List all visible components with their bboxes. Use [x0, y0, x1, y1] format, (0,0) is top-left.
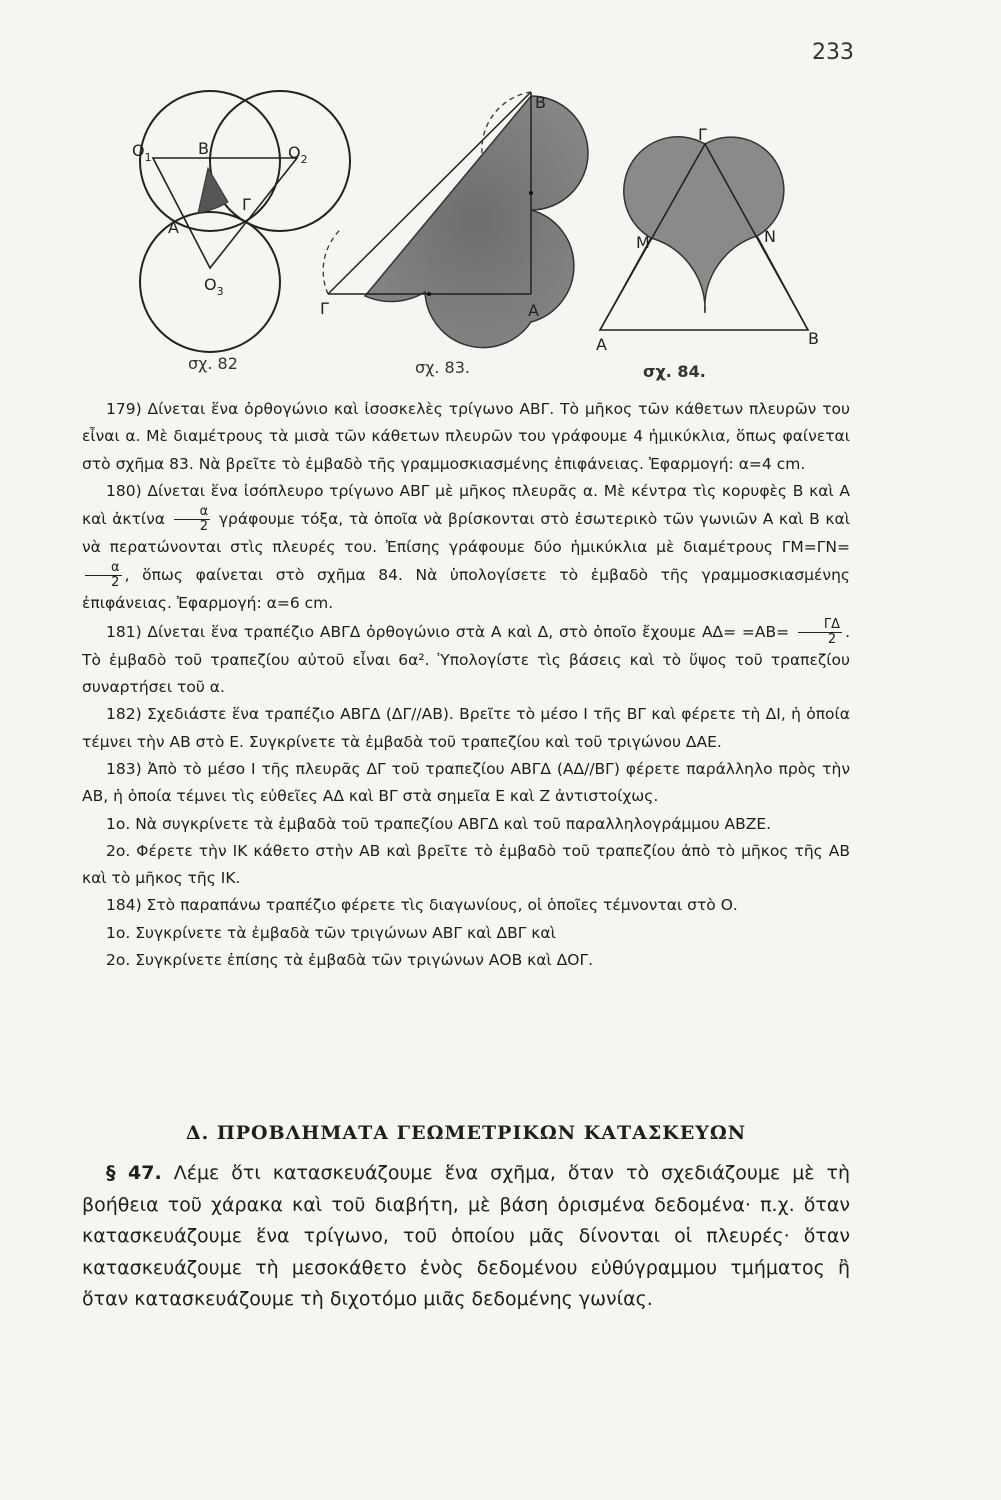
figure-84 [600, 137, 808, 330]
exercise-182: 182) Σχεδιάστε ἕνα τραπέζιο ΑΒΓΔ (ΔΓ//ΑΒ). Βρεῖτε τὸ μέσο Ι τῆς ΒΓ καὶ φέρετε τὴ ΔΙ, ἡ ὁποία τέμνει τὴν ΑΒ στὸ Ε. Συγκρίνετε τὰ ἐμβαδὰ τοῦ τραπεζίου καὶ τοῦ τριγώνου ΔΑΕ. [82, 705, 850, 751]
exercise-183-part-1: 1ο. Νὰ συγκρίνετε τὰ ἐμβαδὰ τοῦ τραπεζίου ΑΒΓΔ καὶ τοῦ παραλληλογράμμου ΑΒΖΕ. [106, 814, 772, 833]
exercise-180: 180) Δίνεται ἕνα ἰσόπλευρο τρίγωνο ΑΒΓ μὲ μῆκος πλευρᾶς α. Μὲ κέντρα τὶς κορυφὲς Β καὶ Α καὶ ἀκτίνα $\frac{\alpha}{2}$ γράφουμε τόξα, τὰ ὁποῖα νὰ βρίσκονται στὸ ἐσωτερικὸ τῶν γωνιῶν Α καὶ Β καὶ νὰ περατώνονται στὶς πλευρές του. Ἐπίσης γράφουμε δύο ἡμικύκλια μὲ διαμέτρους ΓΜ=ΓΝ= $\frac{\alpha}{2}$ , ὅπως φαίνεται στὸ σχῆμα 84. Νὰ ὑπολογίσετε τὸ ἐμβαδὸ τῆς γραμμοσκιασμένης ἐπιφάνειας. Ἐφαρμογή: α=6 cm. [82, 481, 850, 613]
section-body [82, 1158, 850, 1316]
label-b-83: B [535, 93, 546, 112]
fraction-gd-over-2: $\frac{\Gamma\Delta}{2}$ [798, 618, 842, 647]
caption-fig-82: σχ. 82 [188, 354, 238, 373]
figures-row [80, 78, 940, 398]
label-n-84: N [764, 227, 776, 246]
label-o2: $O_2$ [288, 143, 308, 166]
label-a-82: A [168, 218, 179, 237]
label-g-82: Γ [242, 195, 251, 214]
caption-fig-84: σχ. 84. [643, 362, 706, 381]
label-o3: $O_3$ [204, 275, 224, 298]
dashed-arc-left [323, 228, 342, 294]
figure-83 [323, 92, 588, 348]
paragraph-number: § 47. [106, 1162, 162, 1184]
label-a-83: A [528, 301, 539, 320]
shaded-heart-84 [624, 137, 784, 313]
fraction-alpha-over-2: $\frac{\alpha}{2}$ [174, 505, 211, 534]
section-paragraph: § 47. Λέμε ὅτι κατασκευάζουμε ἕνα σχῆμα, ὅταν τὸ σχεδιάζουμε μὲ τὴ βοήθεια τοῦ χάρακα καὶ τοῦ διαβήτη, μὲ βάση ὁρισμένα δεδομένα· π.χ. ὅταν κατασκευάζουμε ἕνα τρίγωνο, τοῦ ὁποίου μᾶς δίνονται οἱ πλευρές· ὅταν κατασκευάζουμε τὴ μεσοκάθετο ἑνὸς δεδομένου εὐθύγραμμου τμήματος ἢ ὅταν κατασκευάζουμε τὴ διχοτόμο μιᾶς δεδομένης γωνίας. [82, 1162, 851, 1310]
caption-fig-83: σχ. 83. [415, 358, 470, 377]
label-g-84: Γ [698, 125, 707, 144]
shaded-region-83 [365, 96, 588, 348]
page-number: 233 [812, 40, 854, 65]
exercise-179: 179) Δίνεται ἕνα ὀρθογώνιο καὶ ἰσοσκελὲς τρίγωνο ΑΒΓ. Τὸ μῆκος τῶν κάθετων πλευρῶν του εἶναι α. Μὲ διαμέτρους τὰ μισὰ τῶν κάθετων πλευρῶν του γράφουμε 4 ἡμικύκλια, ὅπως φαίνεται στὸ σχῆμα 83. Νὰ βρεῖτε τὸ ἐμβαδὸ τῆς γραμμοσκιασμένης ἐπιφάνειας. Ἐφαρμογή: α=4 cm. [82, 400, 850, 473]
exercise-184-part-2: 2ο. Συγκρίνετε ἐπίσης τὰ ἐμβαδὰ τῶν τριγώνων ΑΟΒ καὶ ΔΟΓ. [106, 951, 594, 970]
label-a-84: A [596, 335, 607, 354]
fraction-alpha-over-2-b: $\frac{\alpha}{2}$ [85, 561, 122, 590]
label-b-82: B [198, 139, 209, 158]
exercise-184: 184) Στὸ παραπάνω τραπέζιο φέρετε τὶς διαγωνίους, οἱ ὁποῖες τέμνονται στὸ Ο. [106, 896, 738, 915]
exercise-184-part-1: 1ο. Συγκρίνετε τὰ ἐμβαδὰ τῶν τριγώνων ΑΒΓ καὶ ΔΒΓ καὶ [106, 923, 556, 942]
segment-bn [757, 236, 808, 330]
exercise-183-part-2: 2ο. Φέρετε τὴν ΙΚ κάθετο στὴν ΑΒ καὶ βρεῖτε τὸ ἐμβαδὸ τοῦ τραπεζίου ἀπὸ τὸ μῆκος τῆς ΑΒ καὶ τὸ μῆκος τῆς ΙΚ. [82, 841, 850, 888]
label-m-84: M [636, 233, 650, 252]
shaded-region-82 [198, 168, 228, 213]
exercise-181: 181) Δίνεται ἕνα τραπέζιο ΑΒΓΔ ὀρθογώνιο στὰ Α καὶ Δ, στὸ ὁποῖο ἔχουμε ΑΔ= =ΑΒ= $\frac{\Gamma\Delta}{2}$ . Τὸ ἐμβαδὸ τοῦ τραπεζίου αὐτοῦ εἶναι 6α². Ὑπολογίστε τὶς βάσεις καὶ τὸ ὕψος τοῦ τραπεζίου συναρτήσει τοῦ α. [82, 616, 850, 697]
midpoint-dot-1 [427, 292, 431, 296]
figures-svg [80, 78, 940, 398]
label-b-84: B [808, 329, 819, 348]
section-heading: Δ. ΠΡΟΒΛΗΜΑΤΑ ΓΕΩΜΕΤΡΙΚΩΝ ΚΑΤΑΣΚΕΥΩΝ [185, 1122, 747, 1144]
midpoint-dot-2 [529, 191, 533, 195]
exercise-183: 183) Ἀπὸ τὸ μέσο Ι τῆς πλευρᾶς ΔΓ τοῦ τραπεζίου ΑΒΓΔ (ΑΔ//ΒΓ) φέρετε παράλληλο πρὸς τὴν ΑΒ, ἡ ὁποία τέμνει τὶς εὐθεῖες ΑΔ καὶ ΒΓ στὰ σημεῖα Ε καὶ Ζ ἀντιστοίχως. [82, 759, 850, 806]
label-o1: $O_1$ [132, 141, 152, 164]
figure-82-labels [132, 139, 308, 298]
exercises-block [82, 396, 850, 974]
label-g-83: Γ [320, 299, 329, 318]
